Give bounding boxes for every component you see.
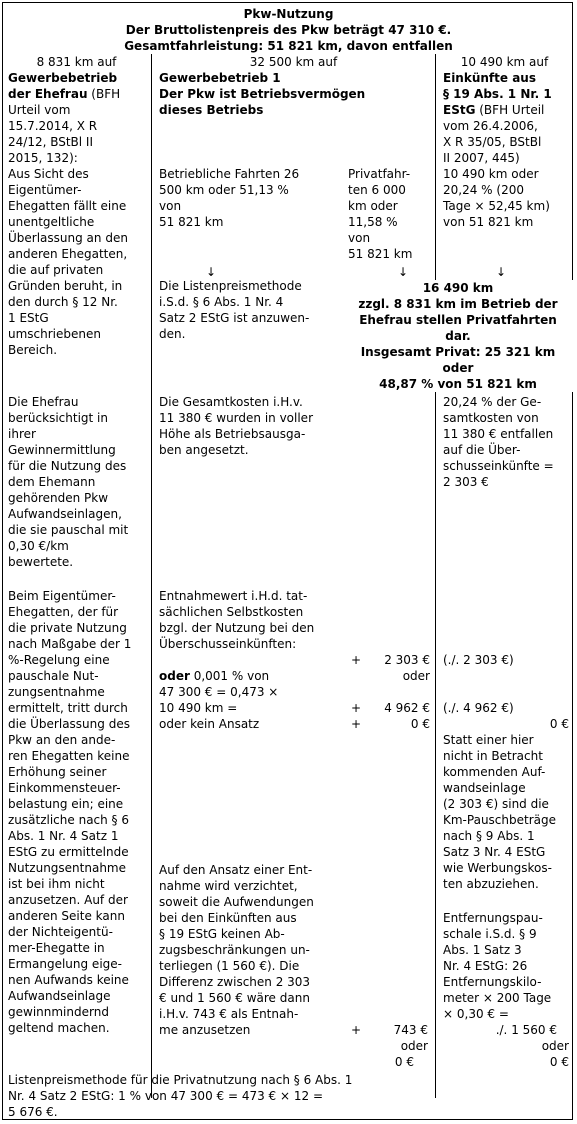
header-price-line: Der Bruttolistenpreis des Pkw beträgt 47 310 €. (125, 23, 452, 37)
private-use-summary: 16 490 km zzgl. 8 831 km im Betrieb der Ehefrau stellen Privatfahrten dar. Insgesamt Privat: 25 321 km oder 48,87 % von 51 821 km (343, 280, 573, 392)
col2-listprice-method: Die Listenpreismethode i.S.d. § 6 Abs. 1 Nr. 4 Satz 2 EStG ist anzuwen- den. (159, 279, 310, 341)
amount-value: 0 € (549, 1055, 569, 1069)
col2-withdrawal-value: Entnahmewert i.H.d. tat- sächlichen Selbstkosten bzgl. der Nutzung bei den Überschusseinkünften: (159, 589, 315, 651)
footer-note: Listenpreismethode für die Privatnutzung nach § 6 Abs. 1 Nr. 4 Satz 2 EStG: 1 % von 47 300 € = 473 € × 12 = 5 676 €. (8, 1073, 353, 1119)
page-title: Pkw-Nutzung (243, 7, 334, 21)
col1-block-view: Aus Sicht des Eigentümer- Ehegatten fällt eine unentgeltliche Überlassung an den anderen Ehegatten, die auf privaten Gründen beruht, in den durch § 12 Nr. 1 EStG umschriebenen Bereich. (8, 167, 128, 357)
col3-instead: Statt einer hier nicht in Betracht kommenden Auf- wandseinlage (2 303 €) sind die Km-Pauschbeträge nach § 9 Abs. 1 Satz 3 Nr. 4 EStG wie Werbungskos- ten abzuziehen. (443, 733, 556, 891)
col3-distance: Entfernungspau- schale i.S.d. § 9 Abs. 1 Satz 3 Nr. 4 EStG: 26 Entfernungskilo- meter × 200 Tage × 0,30 € = (443, 911, 552, 1021)
col1-title-line2: der Ehefrau (BFH (8, 87, 121, 101)
col3-km-heading: 10 490 km auf (460, 55, 549, 69)
amount-value: 0 € (410, 717, 430, 731)
negative-amount: ./. 1 560 € (495, 1023, 557, 1037)
arrow-down-icon: ↓ (398, 265, 409, 279)
col3-content: Einkünfte aus § 19 Abs. 1 Nr. 1 EStG (BFH Urteil vom 26.4.2006, X R 35/05, BStBl II 2007, 445) 10 490 km oder 20,24 % (200 Tage × 52,45 km) von 51 821 km (443, 71, 552, 229)
amount-value: 4 962 € (384, 701, 430, 715)
oder-label: oder (402, 669, 430, 683)
negative-amount: (./. 4 962 €) (443, 701, 514, 715)
col2-waiver: Auf den Ansatz einer Ent- nahme wird verzichtet, soweit die Aufwendungen bei den Einkünften aus § 19 EStG keinen Ab- zugsbeschränkungen un- terliegen (1 560 €). Die Differenz zwischen 2 303 € und 1 560 € wäre dann i.H.v. 743 € als Entnah- me anzusetzen (159, 863, 314, 1037)
column-divider-1 (151, 54, 152, 1098)
col2-alternative: oder 0,001 % von 47 300 € = 0,473 × 10 490 km = oder kein Ansatz (159, 669, 279, 731)
oder-label: oder (400, 1039, 428, 1053)
amount-value: 2 303 € (384, 653, 430, 667)
header-mileage-line: Gesamtfahrleistung: 51 821 km, davon entfallen (124, 39, 453, 53)
arrow-down-icon: ↓ (206, 265, 217, 279)
amount-value: 0 € (394, 1055, 414, 1069)
col1-content (8, 70, 150, 358)
col1-km-heading: 8 831 km auf (36, 55, 117, 69)
col2-title: Gewerbebetrieb 1 Der Pkw ist Betriebsvermögen dieses Betriebs (159, 71, 366, 117)
plus-sign: + (351, 717, 362, 731)
amount-value: 0 € (549, 717, 569, 731)
plus-sign: + (351, 1023, 362, 1037)
arrow-down-icon: ↓ (496, 265, 507, 279)
col1-citation: Urteil vom 15.7.2014, X R 24/12, BStBl II 2015, 132): (8, 103, 98, 165)
col1-title: Gewerbebetrieb (8, 71, 118, 85)
col2-business-trips: Betriebliche Fahrten 26 500 km oder 51,13 % von 51 821 km (159, 167, 300, 229)
amount-value: 743 € (393, 1023, 428, 1037)
col1-block-owner: Beim Eigentümer- Ehegatten, der für die private Nutzung nach Maßgabe der 1 %-Regelung eine pauschale Nut- zungsentnahme ermittelt, tritt durch die Überlassung des Pkw an den ande- ren Ehegatten keine Erhöhung seiner Einkommensteuer- belastung ein; eine zusätzliche nach § 6 Abs. 1 Nr. 4 Satz 1 EStG zu ermittelnde Nutzungsentnahme ist bei ihm nicht anzusetzen. Auf der anderen Seite kann der Nichteigentü- mer-Ehegatte in Ermangelung eige- nen Aufwands keine Aufwandseinlage gewinnmindernd geltend machen. (8, 589, 132, 1035)
negative-amount: (./. 2 303 €) (443, 653, 514, 667)
plus-sign: + (351, 701, 362, 715)
oder-label: oder (541, 1039, 569, 1053)
col2-total-costs: Die Gesamtkosten i.H.v. 11 380 € wurden in voller Höhe als Betriebsausga- ben angesetzt. (159, 395, 313, 457)
col3-costs: 20,24 % der Ge- samtkosten von 11 380 € entfallen auf die Über- schusseinkünfte = 2 303 € (443, 395, 554, 489)
column-divider-2 (435, 54, 436, 1098)
plus-sign: + (351, 653, 362, 667)
col2-km-heading: 32 500 km auf (249, 55, 338, 69)
col1-block-wife: Die Ehefrau berücksichtigt in ihrer Gewinnermittlung für die Nutzung des dem Ehemann gehörenden Pkw Aufwandseinlagen, die sie pauschal mit 0,30 €/km bewertete. (8, 395, 129, 569)
col2-private-trips: Privatfahr- ten 6 000 km oder 11,58 % von 51 821 km (348, 167, 413, 261)
